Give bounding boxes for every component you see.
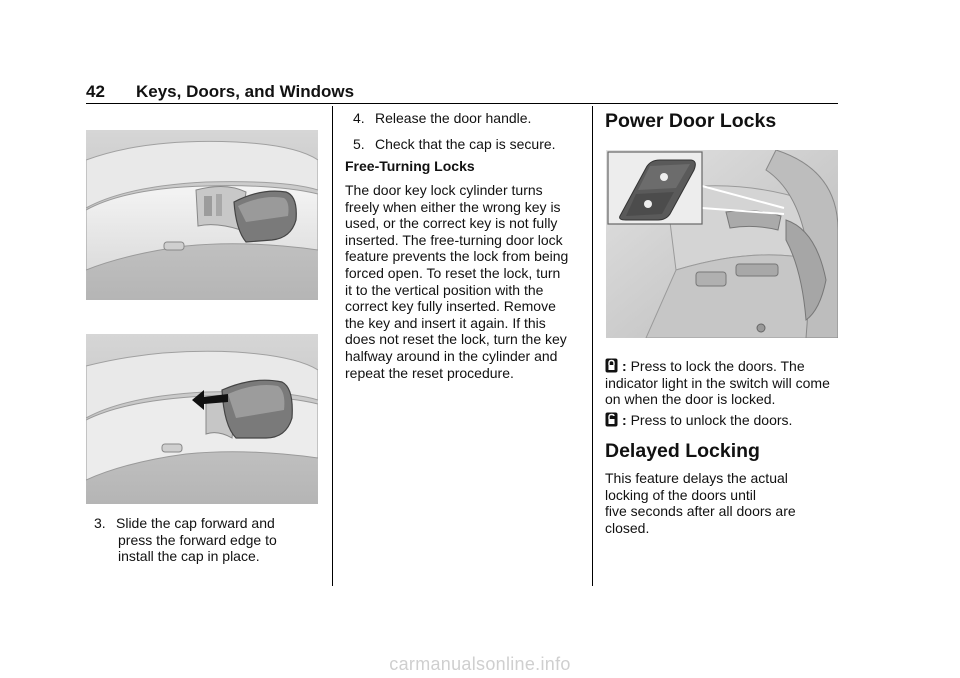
text-line: repeat the reset procedure. — [345, 364, 514, 381]
step-number: 5. — [353, 136, 365, 152]
slide-cap-forward-illustration — [86, 334, 318, 504]
watermark: carmanualsonline.info — [389, 654, 571, 674]
heading-delayed-locking: Delayed Locking — [605, 440, 760, 462]
lock-separator: : — [622, 358, 627, 374]
step-5-text: Check that the cap is secure. — [375, 136, 556, 152]
lock-button-description — [605, 358, 841, 408]
header-rule — [86, 103, 838, 104]
door-handle-cap-illustration — [86, 130, 318, 300]
column-divider-1 — [332, 106, 333, 586]
text-line: press the forward edge to — [118, 531, 277, 548]
text-line: forced open. To reset the lock, turn — [345, 264, 561, 281]
unlock-text: Press to unlock the doors. — [630, 412, 793, 428]
step-number: 3. — [94, 515, 106, 531]
text-line: closed. — [605, 519, 650, 536]
text-line: the key and insert it again. If this — [345, 314, 546, 331]
text-line: five seconds after all doors are — [605, 503, 796, 520]
lock-line: Press to lock the doors. The — [630, 358, 805, 374]
unlock-button-description — [605, 412, 792, 429]
heading-power-door-locks: Power Door Locks — [605, 110, 777, 132]
text-line: used, or the correct key is not fully — [345, 215, 558, 232]
door-lock-switch-illustration — [606, 150, 838, 338]
text-line: feature prevents the lock from being — [345, 248, 569, 265]
page-header — [86, 82, 838, 104]
unlock-icon — [605, 412, 618, 427]
delayed-locking-paragraph — [605, 470, 796, 536]
text-line: locking of the doors until — [605, 486, 756, 503]
step-3-text — [116, 515, 277, 565]
text-line: on when the door is locked. — [605, 391, 776, 408]
text-line: freely when either the wrong key is — [345, 198, 561, 215]
column-divider-2 — [592, 106, 593, 586]
step-number: 4. — [353, 110, 365, 126]
text-line: This feature delays the actual — [605, 470, 788, 486]
text-line: correct key fully inserted. Remove — [345, 298, 556, 315]
text-line — [605, 358, 841, 375]
lock-icon — [605, 358, 618, 373]
text-line: The door key lock cylinder turns — [345, 182, 543, 198]
text-line: Slide the cap forward and — [116, 515, 275, 531]
text-line: it to the vertical position with the — [345, 281, 544, 298]
text-line: halfway around in the cylinder and — [345, 347, 558, 364]
unlock-separator: : — [622, 412, 627, 428]
text-line: install the cap in place. — [118, 548, 260, 565]
text-line: inserted. The free-turning door lock — [345, 231, 563, 248]
subheading-free-turning-locks: Free-Turning Locks — [345, 158, 475, 174]
text-line: indicator light in the switch will come — [605, 374, 830, 391]
free-turning-paragraph — [345, 182, 568, 381]
page-number: 42 — [86, 82, 105, 101]
step-4-text: Release the door handle. — [375, 110, 532, 126]
section-title: Keys, Doors, and Windows — [136, 82, 355, 101]
text-line: does not reset the lock, turn the key — [345, 331, 567, 348]
